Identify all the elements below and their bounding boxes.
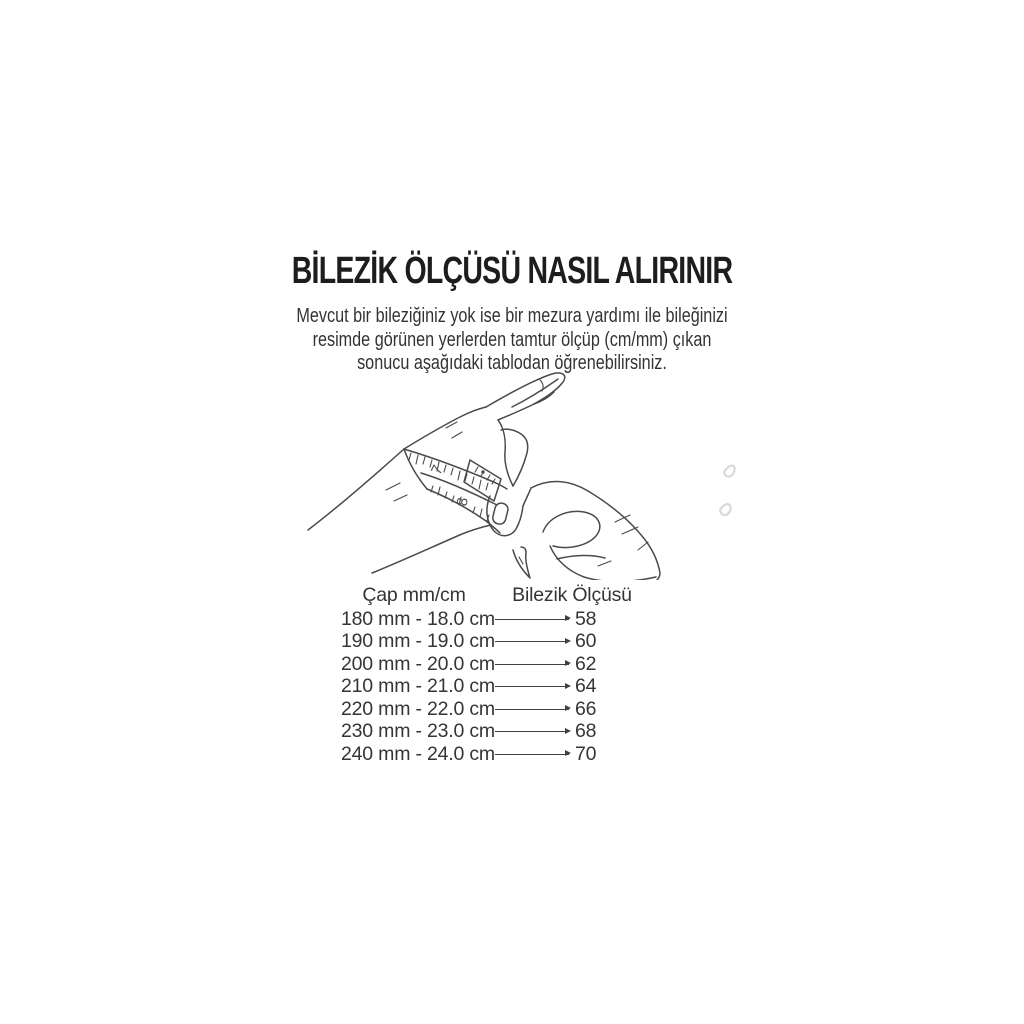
table-row bbox=[341, 631, 605, 654]
diameter-value: 180 mm - 18.0 cm bbox=[341, 607, 495, 630]
thumbnail bbox=[492, 502, 510, 526]
size-value: 60 bbox=[575, 630, 597, 653]
table-row bbox=[341, 743, 605, 766]
diameter-value: 230 mm - 23.0 cm bbox=[341, 720, 495, 743]
bracelet-size-column-header: Bilezik Ölçüsü bbox=[512, 584, 632, 606]
size-value: 64 bbox=[575, 675, 597, 698]
size-value: 66 bbox=[575, 697, 597, 720]
measuring-hand bbox=[487, 482, 660, 580]
wrist-measurement-illustration bbox=[300, 370, 760, 580]
page-title: BİLEZİK ÖLÇÜSÜ NASIL ALIRINIR bbox=[291, 250, 733, 292]
diameter-value: 220 mm - 22.0 cm bbox=[341, 697, 495, 720]
table-row bbox=[341, 676, 605, 699]
size-value: 68 bbox=[575, 720, 597, 743]
faint-scribble-marks bbox=[720, 466, 735, 515]
intro-line-1: Mevcut bir bileziğiniz yok ise bir mezura yardımı ile bileğinizi bbox=[296, 305, 728, 327]
size-table bbox=[341, 584, 632, 766]
right-arrow-connector bbox=[495, 664, 569, 665]
right-arrow-connector bbox=[495, 641, 569, 642]
intro-line-3: sonucu aşağıdaki tablodan öğrenebilirsiniz. bbox=[357, 352, 667, 374]
right-arrow-connector bbox=[495, 731, 569, 732]
right-arrow-connector bbox=[495, 686, 569, 687]
diameter-value: 190 mm - 19.0 cm bbox=[341, 630, 495, 653]
diameter-value: 200 mm - 20.0 cm bbox=[341, 652, 495, 675]
table-row bbox=[341, 608, 605, 631]
tape-number-7: 7 bbox=[427, 462, 447, 478]
tape-number-8: 8 bbox=[453, 496, 472, 508]
intro-text bbox=[97, 305, 926, 376]
size-value: 58 bbox=[575, 607, 597, 630]
diameter-value: 210 mm - 21.0 cm bbox=[341, 675, 495, 698]
diameter-value: 240 mm - 24.0 cm bbox=[341, 742, 495, 765]
diameter-column-header: Çap mm/cm bbox=[362, 584, 466, 606]
table-row bbox=[341, 698, 605, 721]
table-header bbox=[341, 584, 632, 606]
right-arrow-connector bbox=[495, 709, 569, 710]
right-arrow-connector bbox=[495, 619, 569, 620]
right-arrow-connector bbox=[495, 754, 569, 755]
table-row bbox=[341, 721, 605, 744]
size-value: 62 bbox=[575, 652, 597, 675]
table-row bbox=[341, 653, 605, 676]
measuring-tape bbox=[404, 449, 507, 533]
intro-line-2: resimde görünen yerlerden tamtur ölçüp (cm/mm) çıkan bbox=[312, 328, 712, 351]
size-value: 70 bbox=[575, 742, 597, 765]
